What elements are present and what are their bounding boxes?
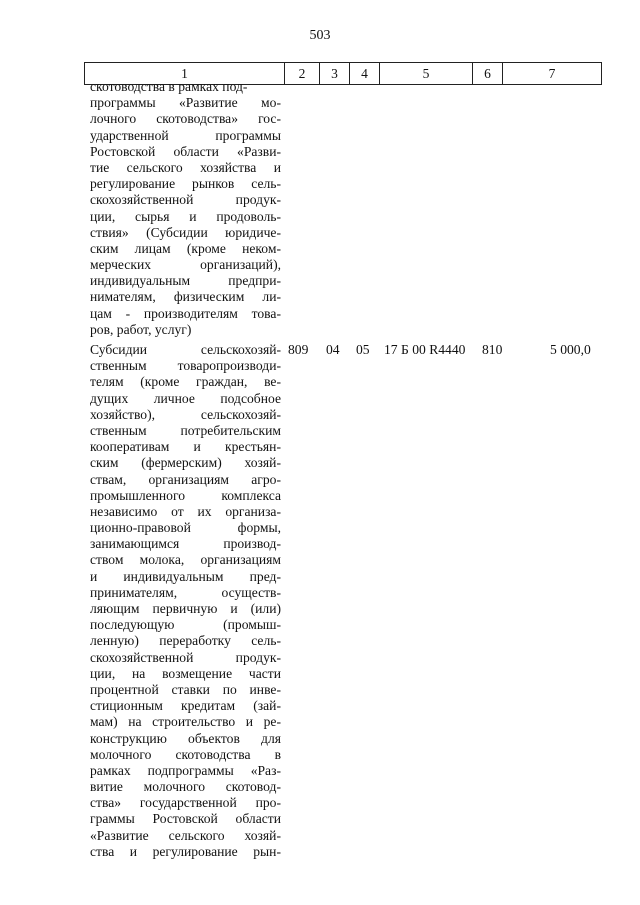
word: регулирование (152, 843, 238, 859)
text-line (90, 488, 281, 504)
word: личное (153, 390, 195, 406)
word: физическим (173, 289, 245, 305)
word: кредитам (180, 698, 236, 714)
word: граммы (90, 811, 135, 827)
word: хозяйства (200, 159, 257, 175)
word: хозяйство), (90, 406, 155, 422)
word: программы (90, 95, 156, 111)
word: ции, (90, 208, 116, 224)
entry-col7-value: 5 000,0 (550, 342, 591, 357)
text-line (90, 795, 281, 811)
word: ственным (90, 358, 147, 374)
word: мо- (261, 95, 281, 111)
entry-col3-value: 04 (326, 342, 340, 357)
text-line (90, 472, 281, 488)
text-line (90, 111, 281, 127)
text-line (90, 144, 281, 160)
word: возмещение (162, 665, 233, 681)
word: скохозяйственной (90, 192, 194, 208)
entry-col2-value: 809 (288, 342, 309, 357)
text-line (90, 160, 281, 176)
word: (промыш- (223, 617, 281, 633)
word: инве- (249, 681, 281, 697)
header-col-2: 2 (285, 63, 320, 85)
word: мам) (90, 714, 118, 730)
word: ляющим (90, 601, 140, 616)
text-line (90, 633, 281, 649)
text-line (90, 95, 281, 111)
word: ционно-правовой (90, 520, 191, 536)
word: организа- (225, 503, 281, 519)
word: потребительским (180, 422, 281, 438)
text-line (90, 241, 281, 257)
word: скотоводства» (156, 111, 239, 127)
word: сельскохозяй- (200, 406, 281, 422)
word: и (193, 439, 201, 455)
word: ве- (264, 374, 281, 390)
word: конструкцию (90, 730, 167, 746)
text-line: скотоводства в рамках под- (90, 79, 248, 94)
text-line (90, 569, 281, 585)
page-number: 503 (309, 28, 331, 43)
word: независимо (90, 503, 158, 519)
word: това- (251, 305, 281, 321)
word: «Раз- (250, 762, 281, 778)
word: крестьян- (224, 439, 281, 455)
word: организациям (148, 471, 230, 487)
header-col-7: 7 (503, 63, 602, 85)
word: сель- (251, 176, 281, 192)
word: товаропроизводи- (177, 358, 281, 374)
word: и (273, 159, 281, 175)
word: Ростовской (90, 143, 156, 159)
word: подсобное (220, 390, 281, 406)
text-line (90, 747, 281, 763)
text-line (90, 536, 281, 552)
text-line (90, 273, 281, 289)
text-line (90, 828, 281, 844)
word: ленную) (90, 633, 139, 649)
word: формы, (237, 520, 281, 536)
word: неком- (242, 240, 281, 256)
word: хозяй- (244, 827, 281, 843)
word: области (235, 811, 281, 827)
word: и (189, 208, 197, 224)
word: телям (90, 374, 124, 390)
word: от (171, 503, 184, 519)
word: цам (90, 305, 112, 321)
word: (зай- (253, 698, 281, 714)
word: организациям (200, 552, 281, 568)
word: ства (90, 843, 115, 859)
word: ственным (90, 422, 147, 438)
word: сельского (126, 159, 183, 175)
word: промышленного (90, 487, 186, 503)
word: (кроме (140, 374, 180, 390)
word: и (230, 601, 238, 616)
word: в (274, 746, 281, 762)
text-line (90, 617, 281, 633)
word: лицам (134, 240, 171, 256)
text-line (90, 520, 281, 536)
text-line (90, 552, 281, 568)
word: молока, (139, 552, 185, 568)
text-line (90, 650, 281, 666)
word: объектов (188, 730, 240, 746)
word: по (222, 681, 237, 697)
word: сырья (135, 208, 170, 224)
word: (Субсидии (146, 224, 208, 240)
text-line (90, 439, 281, 455)
word: продук- (235, 192, 281, 208)
word: производителям (143, 305, 238, 321)
word: хозяй- (244, 455, 281, 471)
word: и (90, 568, 98, 584)
text-line (90, 763, 281, 779)
word: на (128, 714, 142, 730)
word: государственной (139, 795, 237, 811)
word: «Разви- (237, 143, 281, 159)
word: строительство (152, 714, 236, 730)
text-line (90, 682, 281, 698)
word: переработку (159, 633, 231, 649)
word: сель- (251, 633, 281, 649)
word: процентной (90, 681, 159, 697)
word: рамках (90, 762, 131, 778)
text-line (90, 455, 281, 471)
word: подпрограммы (147, 762, 234, 778)
word: молочного (90, 746, 152, 762)
word: Ростовской (152, 811, 218, 827)
text-line (90, 342, 281, 358)
word: сельского (168, 827, 225, 843)
word: витие (90, 779, 123, 795)
word: скохозяйственной (90, 649, 194, 665)
word: ударственной (90, 127, 169, 143)
word: части (248, 665, 281, 681)
word: про- (255, 795, 281, 811)
entry-col5-value: 17 Б 00 R4440 (384, 342, 466, 357)
word: граждан, (196, 374, 248, 390)
word: сельскохозяй- (200, 342, 281, 357)
text-line (90, 192, 281, 208)
continuation-description (90, 79, 281, 338)
word: производ- (223, 536, 281, 552)
text-line (90, 601, 281, 617)
text-line (90, 306, 281, 322)
text-line (90, 289, 281, 305)
word: первичную (152, 601, 218, 616)
text-line (90, 128, 281, 144)
word: - (125, 305, 131, 321)
text-line (90, 257, 281, 273)
word: области (173, 143, 219, 159)
text-line (90, 209, 281, 225)
entry-col4-value: 05 (356, 342, 370, 357)
word: комплекса (221, 487, 281, 503)
word: для (261, 730, 281, 746)
word: организаций), (200, 257, 281, 273)
word: скотоводства (175, 746, 251, 762)
word: (фермерским) (141, 455, 222, 471)
text-line (90, 504, 281, 520)
text-line (90, 374, 281, 390)
word: ством (90, 552, 124, 568)
subsidy-description (90, 342, 281, 860)
text-line (90, 391, 281, 407)
word: осуществ- (221, 584, 281, 600)
word: тие (90, 159, 110, 175)
text-line: ров, работ, услуг) (90, 321, 192, 337)
word: нимателям, (90, 289, 156, 305)
word: рын- (253, 843, 281, 859)
word: и (129, 843, 138, 859)
text-line (90, 358, 281, 374)
word: стиционным (90, 698, 163, 714)
text-line (90, 714, 281, 730)
word: последующую (90, 617, 175, 633)
header-col-3: 3 (320, 63, 350, 85)
text-line (90, 585, 281, 601)
word: ли- (262, 289, 281, 305)
word: (или) (250, 601, 281, 616)
word: индивидуальным (90, 273, 191, 289)
text-line (90, 423, 281, 439)
word: «Развитие (90, 827, 149, 843)
word: кооперативам (90, 439, 170, 455)
text-line (90, 698, 281, 714)
word: ским (90, 240, 119, 256)
word: (кроме (186, 240, 226, 256)
word: мерческих (90, 257, 152, 273)
word: ским (90, 455, 119, 471)
text-line (90, 811, 281, 827)
word: ства» (90, 795, 122, 811)
word: индивидуальным (123, 568, 224, 584)
word: гос- (258, 111, 281, 127)
word: ствия» (90, 224, 129, 240)
word: «Развитие (178, 95, 238, 111)
word: принимателям, (90, 584, 178, 600)
header-col-1: 1 (85, 63, 285, 85)
text-line (90, 844, 281, 860)
word: юридиче- (225, 224, 281, 240)
word: ставки (171, 681, 210, 697)
word: ции, (90, 665, 116, 681)
word: лочного (90, 111, 137, 127)
text-line (90, 779, 281, 795)
text-line (90, 731, 281, 747)
word: ре- (263, 714, 281, 730)
word: их (197, 503, 212, 519)
word: скотовод- (225, 779, 281, 795)
word: и (245, 714, 254, 730)
text-line (90, 407, 281, 423)
word: продоволь- (216, 208, 281, 224)
word: рынков (192, 176, 235, 192)
header-col-6: 6 (473, 63, 503, 85)
word: регулирование (90, 176, 176, 192)
word: программы (215, 127, 281, 143)
header-col-5: 5 (380, 63, 473, 85)
entry-col6-value: 810 (482, 342, 503, 357)
text-line (90, 176, 281, 192)
word: дущих (90, 390, 129, 406)
word: ствам, (90, 471, 127, 487)
word: предпри- (228, 273, 281, 289)
word: занимающимся (90, 536, 180, 552)
text-line (90, 225, 281, 241)
word: на (132, 665, 146, 681)
word: молочного (143, 779, 206, 795)
word: продук- (235, 649, 281, 665)
word: Субсидии (90, 342, 148, 357)
word: агро- (251, 471, 281, 487)
header-col-4: 4 (350, 63, 380, 85)
text-line (90, 666, 281, 682)
word: пред- (249, 568, 281, 584)
